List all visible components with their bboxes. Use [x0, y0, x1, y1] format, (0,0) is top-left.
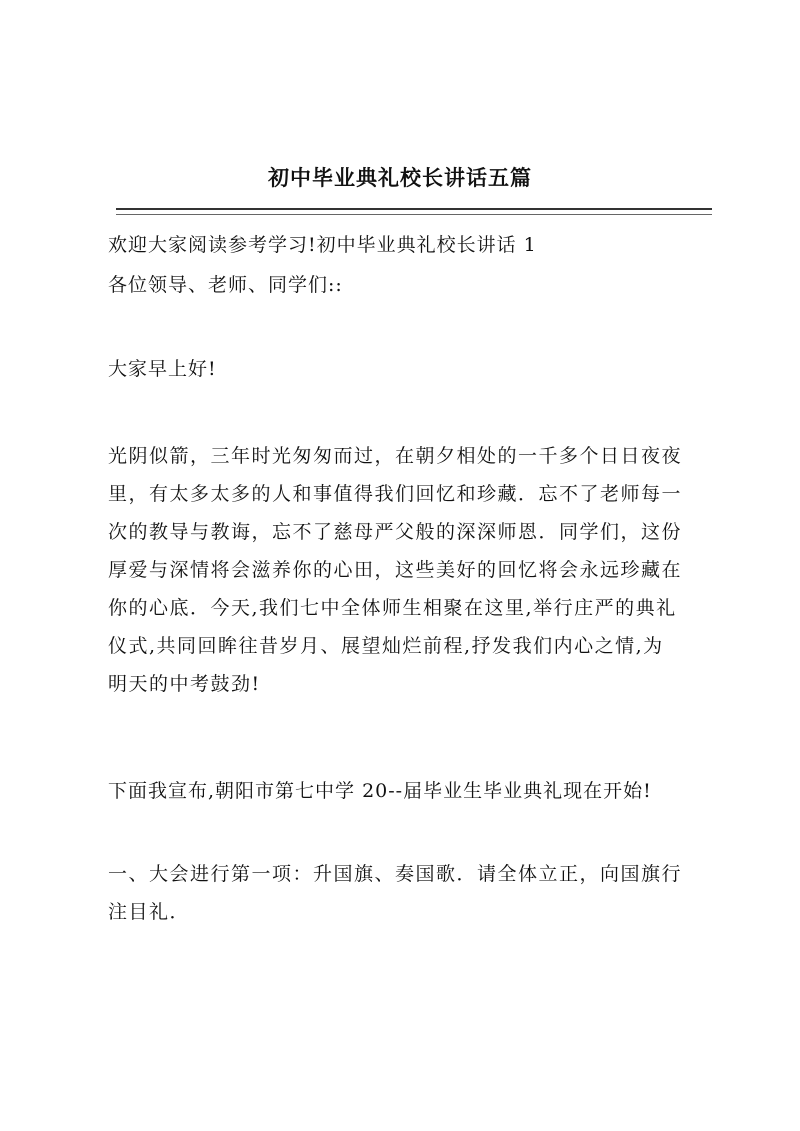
paragraph-1-line: 仪式,共同回眸往昔岁月、展望灿烂前程,抒发我们内心之情,为: [108, 635, 664, 657]
title-divider-thin: [116, 214, 712, 215]
salutation-line: 各位领导、老师、同学们::: [108, 274, 343, 296]
paragraph-1-line: 厚爱与深情将会滋养你的心田，这些美好的回忆将会永远珍藏在: [108, 559, 683, 581]
intro-line: 欢迎大家阅读参考学习!初中毕业典礼校长讲话 1: [108, 234, 537, 256]
paragraph-1-line: 光阴似箭，三年时光匆匆而过，在朝夕相处的一千多个日日夜夜: [108, 445, 683, 467]
announcement-line: 下面我宣布,朝阳市第七中学 20--届毕业生毕业典礼现在开始!: [108, 780, 652, 802]
paragraph-1: [108, 437, 718, 703]
item-1-line: 注目礼．: [108, 901, 191, 923]
title-divider: [116, 208, 712, 210]
paragraph-1-line: 里，有太多太多的人和事值得我们回忆和珍藏．忘不了老师每一: [108, 483, 683, 505]
item-1-line: 一、大会进行第一项：升国旗、奏国歌．请全体立正，向国旗行: [108, 863, 683, 885]
document-title: 初中毕业典礼校长讲话五篇: [268, 165, 532, 190]
paragraph-1-line: 你的心底．今天,我们七中全体师生相聚在这里,举行庄严的典礼: [108, 597, 677, 619]
paragraph-1-line: 明天的中考鼓劲!: [108, 673, 261, 695]
paragraph-1-line: 次的教导与教诲，忘不了慈母严父般的深深师恩．同学们，这份: [108, 521, 683, 543]
item-1: [108, 855, 718, 931]
greeting-line: 大家早上好!: [108, 358, 217, 380]
